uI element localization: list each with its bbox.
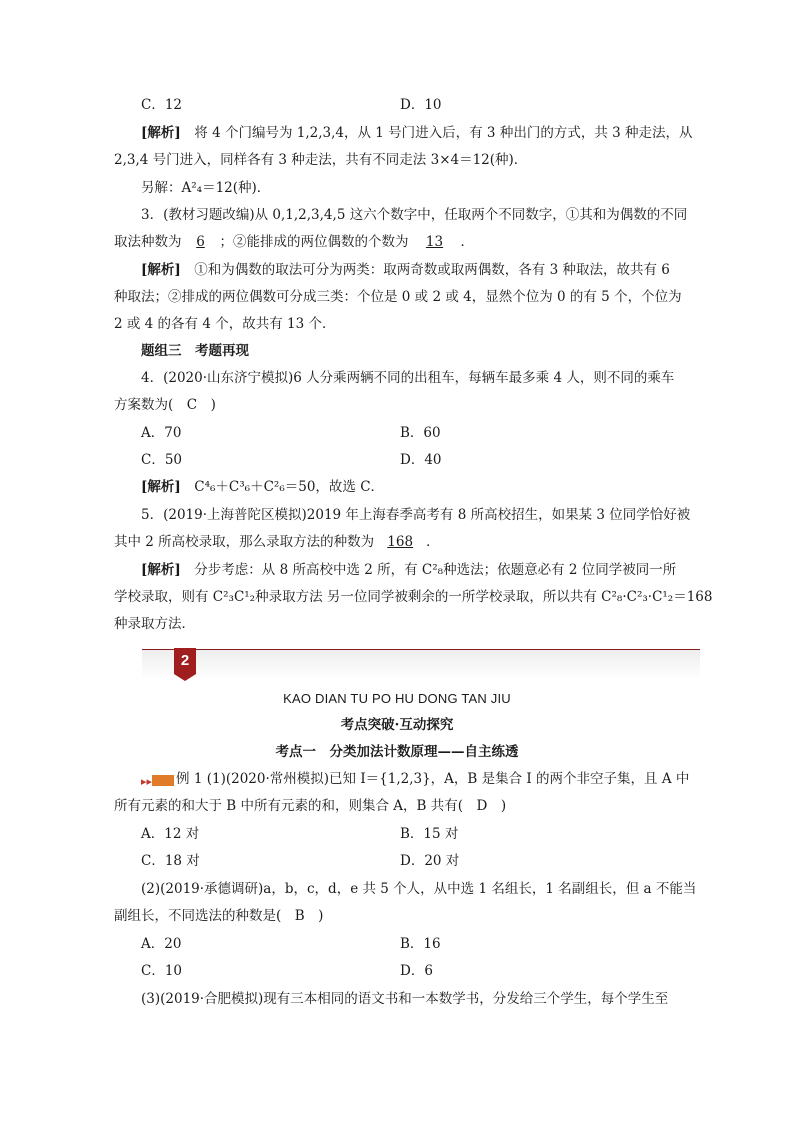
q5-analysis-line2: 学校录取，则有 C²₃C¹₂种录取方法 另一位同学被剩余的一所学校录取，所以共有 C²₈·C²₃·C¹₂＝168	[114, 589, 713, 605]
q3-text-a: 取法种数为	[114, 234, 182, 250]
example1-part2-line1: (2)(2019·承德调研)a，b，c，d，e 共 5 个人，从中选 1 名组长，1 名副组长，但 a 不能当	[141, 881, 697, 897]
q4-option-d: D．40	[400, 452, 442, 468]
section-number-badge: 2	[174, 648, 196, 674]
analysis-text: C⁴₆＋C³₆＋C²₆＝50，故选 C．	[180, 479, 385, 495]
part2-option-c: C．10	[141, 963, 183, 979]
analysis-tag: [解析]	[141, 125, 181, 141]
q3-analysis-line1	[141, 261, 670, 279]
badge-tip	[174, 674, 196, 681]
section-pinyin: KAO DIAN TU PO HU DONG TAN JIU	[283, 691, 511, 706]
q5-analysis-line1	[141, 561, 676, 579]
q3-answer-blank-2: 13	[425, 234, 444, 250]
analysis-text: ①和为偶数的取法可分为两类：取两奇数或取两偶数，各有 3 种取法，故共有 6	[180, 262, 670, 278]
q5-stem-line2	[114, 533, 440, 551]
q2-alt-solution: 另解：A²₄＝12(种)．	[141, 180, 271, 196]
q3-answer-blank-1: 6	[196, 234, 205, 250]
q3-analysis-line3: 2 或 4 的各有 4 个，故共有 13 个．	[114, 316, 336, 332]
q3-text-c: ．	[460, 234, 474, 250]
q2-analysis-line1	[141, 124, 693, 142]
banner-shade	[142, 650, 700, 680]
example1-part3-line1: (3)(2019·合肥模拟)现有三本相同的语文书和一本数学书，分发给三个学生，每个学生至	[141, 991, 669, 1007]
section-banner	[142, 648, 700, 684]
example1-part2-line2: 副组长，不同选法的种数是( B )	[114, 908, 324, 924]
q5-answer-blank: 168	[387, 534, 414, 550]
section-title: 考点突破·互动探究	[340, 717, 454, 733]
analysis-tag: [解析]	[141, 562, 181, 578]
part2-option-d: D．6	[400, 963, 433, 979]
example1-line2: 所有元素的和大于 B 中所有元素的和，则集合 A，B 共有( D )	[114, 798, 507, 814]
section-subtitle: 考点一 分类加法计数原理——自主练透	[275, 744, 519, 760]
q5-analysis-line3: 种录取方法．	[114, 616, 195, 632]
analysis-tag: [解析]	[141, 479, 181, 495]
example1-option-b: B．15 对	[400, 826, 459, 842]
example-marker-icon	[141, 772, 174, 791]
q4-stem-line1: 4．(2020·山东济宁模拟)6 人分乘两辆不同的出租车，每辆车最多乘 4 人，则不同的乘车	[141, 370, 675, 386]
q4-analysis	[141, 478, 384, 496]
q4-option-b: B．60	[400, 425, 441, 441]
analysis-text: 分步考虑：从 8 所高校中选 2 所，有 C²₈种选法；依题意必有 2 位同学被同一所	[180, 562, 677, 578]
example1-option-c: C．18 对	[141, 853, 200, 869]
double-arrow-icon: ▸▸	[141, 775, 153, 788]
q3-analysis-line2: 种取法；②排成的两位偶数可分成三类：个位是 0 或 2 或 4，显然个位为 0 的有 5 个，个位为	[114, 289, 682, 305]
q4-option-c: C．50	[141, 452, 183, 468]
q5-stem-line1: 5．(2019·上海普陀区模拟)2019 年上海春季高考有 8 所高校招生，如果某 3 位同学恰好被	[141, 507, 691, 523]
analysis-text: 将 4 个门编号为 1,2,3,4，从 1 号门进入后，有 3 种出门的方式，共 3 种走法，从	[180, 125, 693, 141]
example1-text: 例 1 (1)(2020·常州模拟)已知 I＝{1,2,3}，A，B 是集合 I 的两个非空子集，且 A 中	[176, 771, 690, 787]
q3-stem-line1: 3．(教材习题改编)从 0,1,2,3,4,5 这六个数字中，任取两个不同数字，①其和为偶数的不同	[141, 207, 688, 223]
group-title: 题组三 考题再现	[141, 343, 249, 359]
orange-box-icon	[152, 775, 174, 786]
q4-option-a: A．70	[141, 425, 182, 441]
part2-option-a: A．20	[141, 936, 182, 952]
q3-text-b: ；②能排成的两位偶数的个数为	[219, 234, 409, 250]
analysis-tag: [解析]	[141, 262, 181, 278]
q3-stem-line2	[114, 233, 474, 251]
example1-line1	[141, 770, 689, 791]
q2-analysis-line2: 2,3,4 号门进入，同样各有 3 种走法，共有不同走法 3×4＝12(种)．	[114, 152, 528, 168]
q5-text-a: 其中 2 所高校录取，那么录取方法的种数为	[114, 534, 375, 550]
part2-option-b: B．16	[400, 936, 441, 952]
example1-option-a: A．12 对	[141, 826, 200, 842]
q2-option-c: C．12	[141, 97, 183, 113]
banner-rule	[142, 649, 700, 650]
q2-option-d: D．10	[400, 97, 442, 113]
q4-stem-line2: 方案数为( C )	[114, 397, 216, 413]
q5-text-b: ．	[426, 534, 440, 550]
example1-option-d: D．20 对	[400, 853, 460, 869]
